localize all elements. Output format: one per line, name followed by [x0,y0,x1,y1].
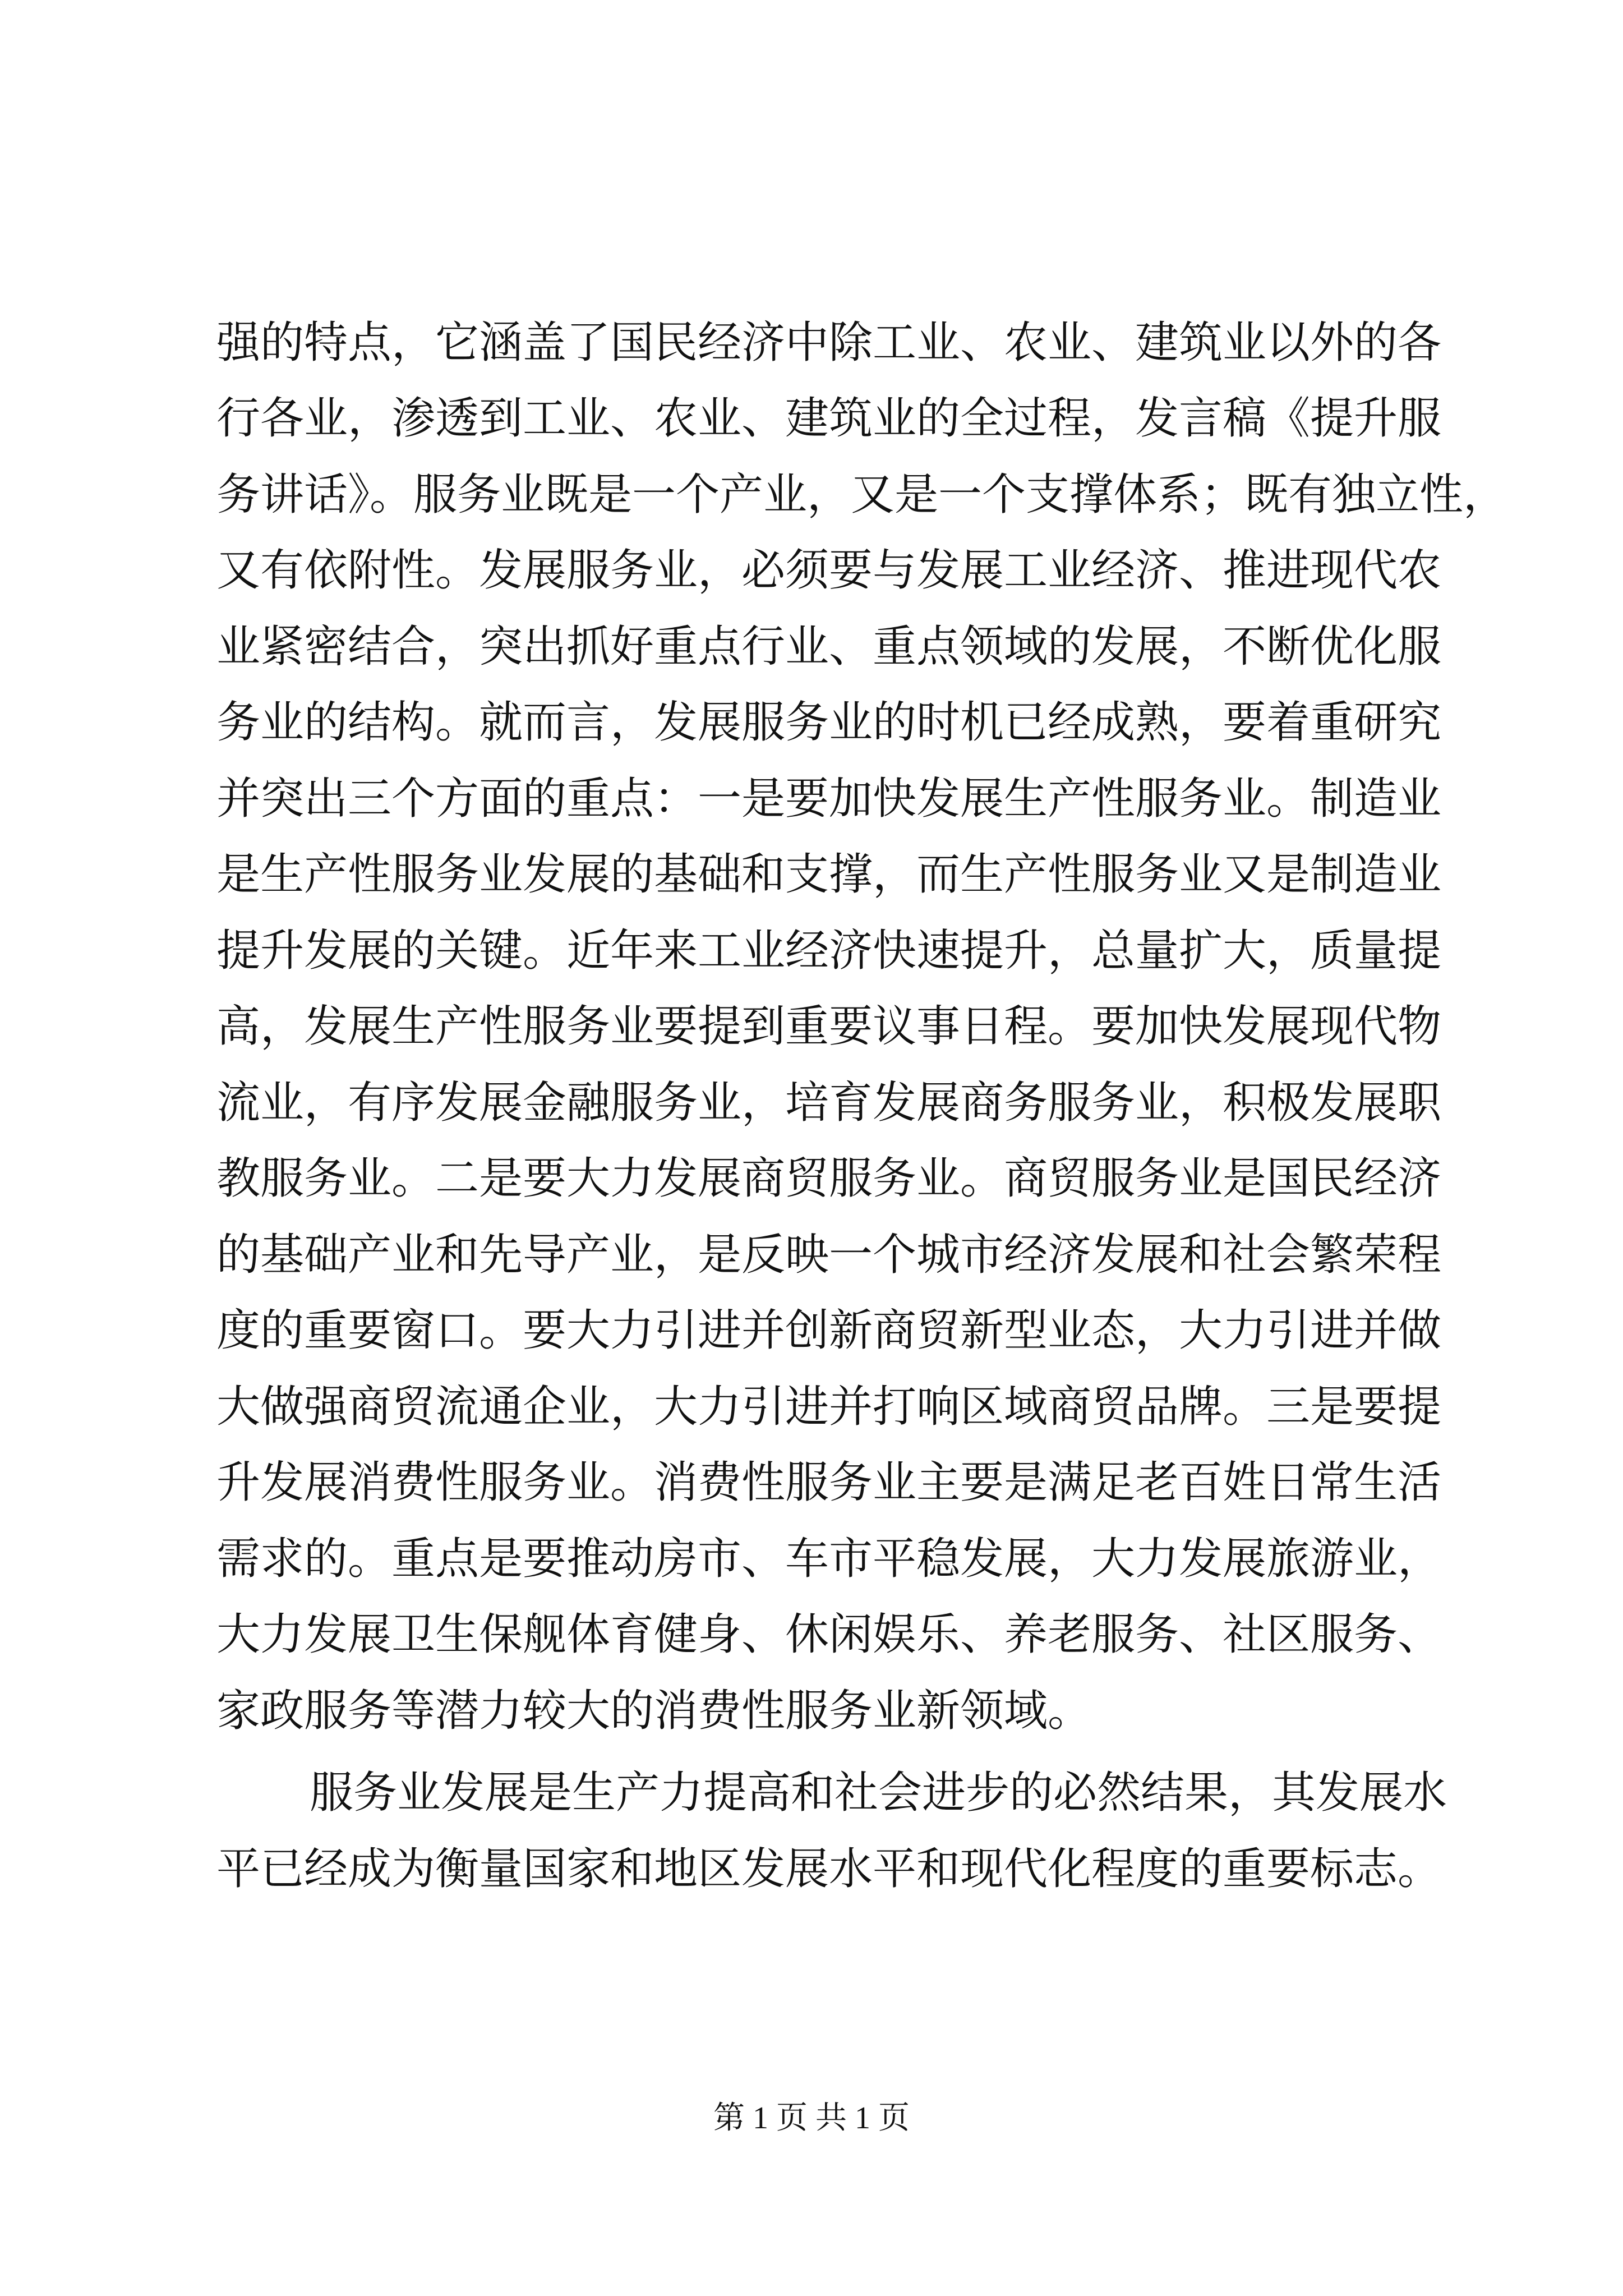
text-line: 大力发展卫生保舰体育健身、休闲娱乐、养老服务、社区服务、 [216,1609,1442,1660]
text-line: 务业的结构。就而言，发展服务业的时机已经成熟，要着重研究 [216,697,1442,748]
text-line: 又有依附性。发展服务业，必须要与发展工业经济、推进现代农 [216,545,1442,596]
text-line: 需求的。重点是要推动房市、车市平稳发展，大力发展旅游业， [216,1534,1442,1584]
text-line: 家政服务等潜力较大的消费性服务业新领域。 [216,1686,1092,1736]
text-line: 提升发展的关键。近年来工业经济快速提升，总量扩大，质量提 [216,926,1442,976]
text-line: 行各业，渗透到工业、农业、建筑业的全过程，发言稿《提升服 [216,393,1442,444]
text-line: 业紧密结合，突出抓好重点行业、重点领域的发展，不断优化服 [216,622,1442,672]
text-line: 平已经成为衡量国家和地区发展水平和现代化程度的重要标志。 [216,1844,1442,1894]
text-line: 高，发展生产性服务业要提到重要议事日程。要加快发展现代物 [216,1001,1442,1052]
page-number-footer: 第 1 页 共 1 页 [713,2101,910,2136]
text-line: 服务业发展是生产力提高和社会进步的必然结果，其发展水 [310,1768,1447,1818]
text-line: 强的特点，它涵盖了国民经济中除工业、农业、建筑业以外的各 [216,318,1442,368]
text-line: 度的重要窗口。要大力引进并创新商贸新型业态，大力引进并做 [216,1305,1442,1356]
text-line: 务讲话》。服务业既是一个产业，又是一个支撑体系；既有独立性， [216,470,1507,520]
text-line: 教服务业。二是要大力发展商贸服务业。商贸服务业是国民经济 [216,1153,1442,1204]
text-line: 并突出三个方面的重点：一是要加快发展生产性服务业。制造业 [216,774,1442,824]
text-line: 的基础产业和先导产业，是反映一个城市经济发展和社会繁荣程 [216,1230,1442,1280]
text-line: 是生产性服务业发展的基础和支撑，而生产性服务业又是制造业 [216,849,1442,900]
text-line: 升发展消费性服务业。消费性服务业主要是满足老百姓日常生活 [216,1457,1442,1508]
text-line: 流业，有序发展金融服务业，培育发展商务服务业，积极发展职 [216,1078,1442,1128]
text-line: 大做强商贸流通企业，大力引进并打响区域商贸品牌。三是要提 [216,1382,1442,1432]
